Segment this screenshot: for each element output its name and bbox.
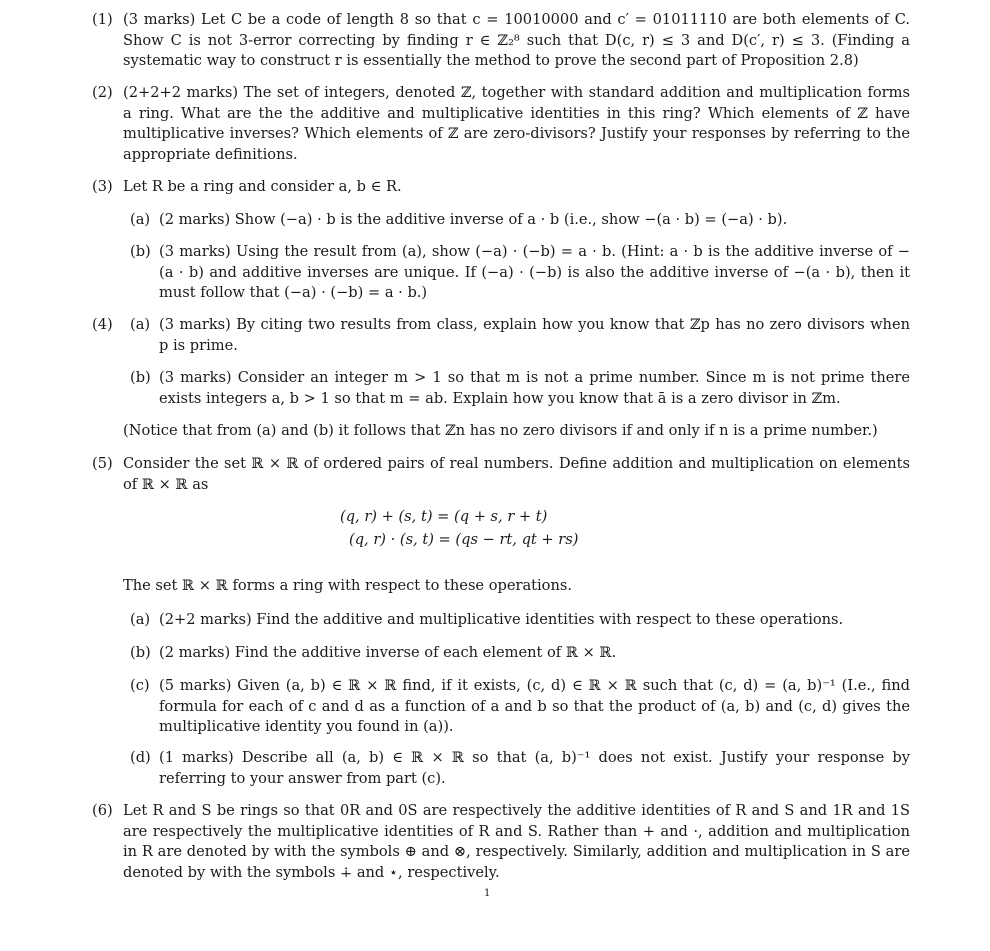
question-4b (123, 368, 910, 409)
part-label: (a) (130, 211, 151, 228)
part-label: (b) (130, 369, 151, 386)
question-5a (123, 610, 910, 631)
part-text: (2 marks) Find the additive inverse of each element of ℝ × ℝ. (159, 644, 617, 661)
part-text: (2+2 marks) Find the additive and multiplicative identities with respect to these operations. (159, 611, 844, 628)
question-number: (6) (92, 802, 113, 819)
part-label: (c) (130, 677, 150, 694)
part-label: (d) (130, 749, 151, 766)
question-number: (4) (92, 316, 113, 333)
part-label: (a) (130, 611, 151, 628)
question-number: (5) (92, 455, 113, 472)
question-text: (3 marks) Let C be a code of length 8 so that c = 10010000 and c′ = 01011110 are both elements of C. Show C is not 3-error correcting by finding r ∈ ℤ₂⁸ such that D(c, r) ≤ 3 and D(c′, r) ≤ 3. (Finding a systematic way to construct r is essentially the method to prove the second part of Proposition 2.8) (123, 11, 910, 69)
question-text: Consider the set ℝ × ℝ of ordered pairs of real numbers. Define addition and multiplication on elements of ℝ × ℝ as (123, 455, 910, 493)
question-text: Let R be a ring and consider a, b ∈ R. (123, 178, 402, 195)
question-text: (2+2+2 marks) The set of integers, denoted ℤ, together with standard addition and multiplication forms a ring. What are the the additive and multiplicative identities in this ring? Which elements of ℤ have multiplicative inverses? Which elements of ℤ are zero-divisors? Justify your responses by referring to the appropriate definitions. (123, 84, 910, 163)
part-text: (5 marks) Given (a, b) ∈ ℝ × ℝ find, if it exists, (c, d) ∈ ℝ × ℝ such that (c, d) = (a, b)⁻¹ (I.e., find formula for each of c and d as a function of a and b so that the product of (a, b) and (c, d) gives the multiplicative identity you found in (a)). (159, 677, 910, 735)
part-text: (2 marks) Show (−a) · b is the additive inverse of a · b (i.e., show −(a · b) = (−a) · b). (159, 211, 788, 228)
question-number: (2) (92, 84, 113, 101)
addition-equation: (q, r) + (s, t) = (q + s, r + t) (340, 508, 548, 525)
part-label: (b) (130, 243, 151, 260)
question-2 (92, 83, 910, 165)
question-number: (3) (92, 178, 113, 195)
question-3 (92, 177, 910, 198)
question-1 (92, 10, 910, 72)
question-6 (92, 801, 910, 883)
equation-block (340, 507, 660, 553)
question-number: (1) (92, 11, 113, 28)
part-text: (1 marks) Describe all (a, b) ∈ ℝ × ℝ so that (a, b)⁻¹ does not exist. Justify your response by referring to your answer from part (c). (159, 749, 910, 787)
page-number: 1 (484, 888, 491, 899)
question-3b (123, 242, 910, 304)
part-label: (a) (130, 316, 151, 333)
part-text: (3 marks) Using the result from (a), show (−a) · (−b) = a · b. (Hint: a · b is the additive inverse of −(a · b) and additive inverses are unique. If (−a) · (−b) is also the additive inverse of −(a · b), then it must follow that (−a) · (−b) = a · b.) (159, 243, 910, 301)
question-5b (123, 643, 910, 664)
question-5d (123, 748, 910, 789)
part-text: (3 marks) Consider an integer m > 1 so that m is not a prime number. Since m is not prime there exists integers a, b > 1 so that m = ab. Explain how you know that ā is a zero divisor in ℤm. (159, 369, 910, 407)
question-5 (92, 454, 910, 495)
question-4-note: (Notice that from (a) and (b) it follows that ℤn has no zero divisors if and only if n is a prime number.) (123, 422, 878, 439)
multiplication-equation: (q, r) · (s, t) = (qs − rt, qt + rs) (349, 531, 579, 548)
question-text: Let R and S be rings so that 0R and 0S are respectively the additive identities of R and S and 1R and 1S are respectively the multiplicative identities of R and S. Rather than + and ·, addition and multiplication in R are denoted by with the symbols ⊕ and ⊗, respectively. Similarly, addition and multiplication in S are denoted by with the symbols ∔ and ⋆, respectively. (123, 802, 910, 881)
question-4a (123, 315, 910, 356)
question-3a (123, 210, 910, 231)
part-label: (b) (130, 644, 151, 661)
part-text: (3 marks) By citing two results from class, explain how you know that ℤp has no zero divisors when p is prime. (159, 316, 910, 354)
question-5c (123, 676, 910, 738)
ring-statement: The set ℝ × ℝ forms a ring with respect to these operations. (123, 577, 572, 594)
